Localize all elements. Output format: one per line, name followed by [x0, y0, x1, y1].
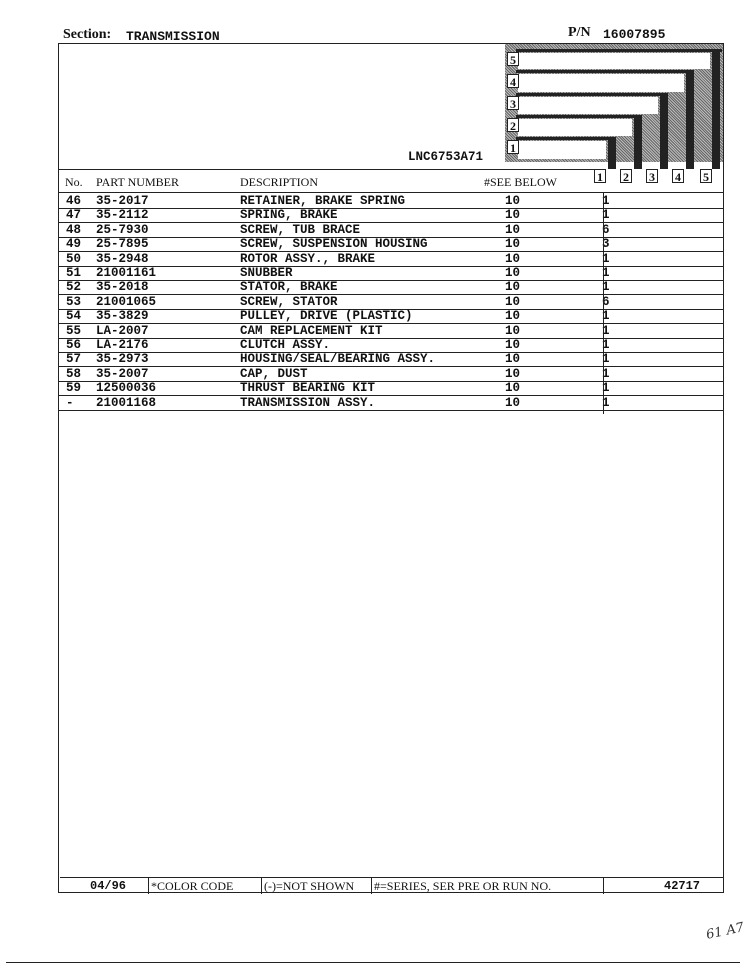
- footer-bar: [60, 877, 724, 894]
- row-see-below: 10: [505, 309, 521, 324]
- row-see-below: 10: [505, 222, 521, 237]
- row-qty: 1: [602, 352, 610, 367]
- pn-value: 16007895: [603, 27, 666, 42]
- row-part-number: 35-2017: [96, 194, 149, 208]
- row-no: 50: [66, 251, 82, 266]
- footer-date: 04/96: [90, 879, 127, 893]
- row-no: 53: [66, 294, 82, 309]
- row-see-below: 10: [505, 338, 521, 352]
- row-part-number: 21001161: [96, 266, 157, 280]
- row-part-number: 25-7930: [96, 222, 149, 237]
- row-description: THRUST BEARING KIT: [240, 381, 376, 396]
- row-see-below: 10: [505, 194, 521, 208]
- row-no: 52: [66, 280, 82, 295]
- row-no: 47: [66, 208, 82, 223]
- row-description: HOUSING/SEAL/BEARING ASSY.: [240, 352, 436, 367]
- row-part-number: 35-2112: [96, 208, 149, 223]
- row-description: SCREW, TUB BRACE: [240, 222, 361, 237]
- col-header-no: No.: [65, 175, 83, 189]
- row-no: 48: [66, 222, 82, 237]
- table-row: [0, 338, 750, 352]
- row-qty: 1: [602, 309, 610, 324]
- level-5-label: 5: [507, 52, 519, 66]
- level-2-label: 2: [507, 118, 519, 132]
- row-no: 49: [66, 237, 82, 252]
- footer-color-code: *COLOR CODE: [151, 879, 234, 893]
- pn-label: P/N: [568, 25, 591, 40]
- series-col-3: 3: [646, 169, 658, 183]
- row-no: -: [66, 395, 74, 410]
- row-see-below: 10: [505, 208, 521, 223]
- row-see-below: 10: [505, 352, 521, 367]
- table-row: [0, 208, 750, 222]
- row-part-number: LA-2007: [96, 323, 149, 338]
- section-value: TRANSMISSION: [126, 29, 220, 44]
- row-description: CLUTCH ASSY.: [240, 338, 331, 352]
- row-see-below: 10: [505, 237, 521, 252]
- col-header-description: DESCRIPTION: [240, 175, 319, 189]
- row-qty: 1: [602, 280, 610, 295]
- row-see-below: 10: [505, 395, 521, 410]
- footer-not-shown: (-)=NOT SHOWN: [264, 879, 355, 893]
- row-qty: 6: [602, 294, 610, 309]
- bottom-rule: [6, 962, 740, 963]
- row-no: 51: [66, 266, 82, 280]
- row-qty: 1: [602, 194, 610, 208]
- row-part-number: 21001168: [96, 395, 157, 410]
- row-description: TRANSMISSION ASSY.: [240, 395, 376, 410]
- level-4-label: 4: [507, 74, 519, 88]
- row-description: CAP, DUST: [240, 366, 308, 381]
- row-qty: 1: [602, 208, 610, 223]
- row-see-below: 10: [505, 366, 521, 381]
- diagram-code: LNC6753A71: [408, 150, 484, 164]
- row-part-number: 35-2007: [96, 366, 149, 381]
- table-row: [0, 324, 750, 338]
- row-no: 57: [66, 352, 82, 367]
- row-qty: 1: [602, 366, 610, 381]
- table-row: [0, 381, 750, 395]
- table-row: [0, 194, 750, 208]
- series-col-5: 5: [700, 169, 712, 183]
- col-header-part-number: PART NUMBER: [96, 175, 179, 189]
- table-row: [0, 252, 750, 266]
- table-row: [0, 280, 750, 294]
- row-qty: 1: [602, 266, 610, 280]
- row-part-number: 35-2948: [96, 251, 149, 266]
- row-part-number: 35-3829: [96, 309, 149, 324]
- row-qty: 3: [602, 237, 610, 252]
- footer-series: #=SERIES, SER PRE OR RUN NO.: [374, 879, 552, 893]
- table-row: [0, 396, 750, 410]
- row-see-below: 10: [505, 266, 521, 280]
- row-see-below: 10: [505, 294, 521, 309]
- row-description: CAM REPLACEMENT KIT: [240, 323, 383, 338]
- row-part-number: 25-7895: [96, 237, 149, 252]
- row-no: 59: [66, 381, 82, 396]
- table-row: [0, 367, 750, 381]
- row-see-below: 10: [505, 381, 521, 396]
- series-col-2: 2: [620, 169, 632, 183]
- row-qty: 1: [602, 251, 610, 266]
- level-1-label: 1: [507, 140, 519, 154]
- row-part-number: 12500036: [96, 381, 157, 396]
- handwritten-note: 61 A7: [704, 920, 746, 943]
- col-header-see-below: #SEE BELOW: [484, 175, 557, 189]
- row-part-number: 35-2018: [96, 280, 149, 295]
- row-part-number: 35-2973: [96, 352, 149, 367]
- row-divider: [58, 410, 724, 411]
- row-description: STATOR, BRAKE: [240, 280, 338, 295]
- table-row: [0, 266, 750, 280]
- row-qty: 6: [602, 222, 610, 237]
- row-see-below: 10: [505, 251, 521, 266]
- row-no: 46: [66, 194, 82, 208]
- row-description: RETAINER, BRAKE SPRING: [240, 194, 406, 208]
- row-no: 54: [66, 309, 82, 324]
- table-row: [0, 352, 750, 366]
- row-part-number: LA-2176: [96, 338, 149, 352]
- section-label: Section:: [63, 27, 112, 42]
- row-description: ROTOR ASSY., BRAKE: [240, 251, 376, 266]
- row-qty: 1: [602, 381, 610, 396]
- table-row: [0, 295, 750, 309]
- row-part-number: 21001065: [96, 294, 157, 309]
- table-row: [0, 309, 750, 323]
- row-description: SPRING, BRAKE: [240, 208, 338, 223]
- row-description: SNUBBER: [240, 266, 293, 280]
- footer-doc-number: 42717: [664, 879, 701, 893]
- row-no: 58: [66, 366, 82, 381]
- row-qty: 1: [602, 395, 610, 410]
- row-qty: 1: [602, 338, 610, 352]
- series-col-4: 4: [672, 169, 684, 183]
- row-description: SCREW, STATOR: [240, 294, 338, 309]
- row-no: 56: [66, 338, 82, 352]
- table-row: [0, 237, 750, 251]
- row-see-below: 10: [505, 280, 521, 295]
- row-see-below: 10: [505, 323, 521, 338]
- level-3-label: 3: [507, 96, 519, 110]
- row-description: SCREW, SUSPENSION HOUSING: [240, 237, 428, 252]
- series-col-1: 1: [594, 169, 606, 183]
- row-no: 55: [66, 323, 82, 338]
- row-qty: 1: [602, 323, 610, 338]
- row-description: PULLEY, DRIVE (PLASTIC): [240, 309, 413, 324]
- table-row: [0, 223, 750, 237]
